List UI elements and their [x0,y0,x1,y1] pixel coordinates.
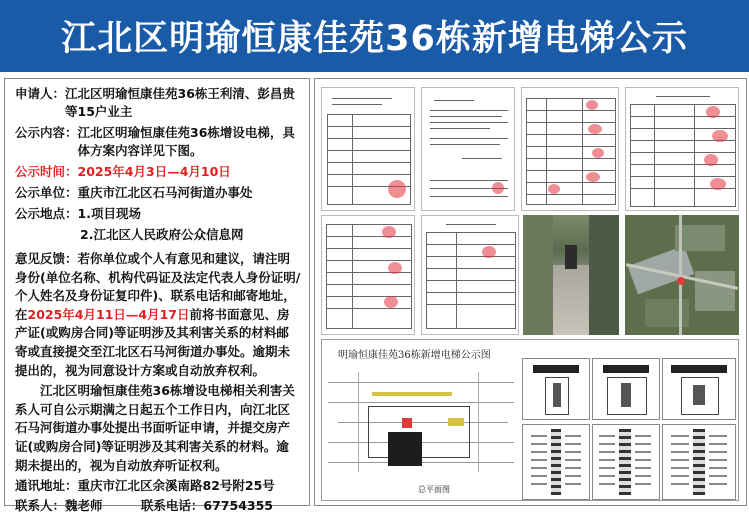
seal-stamp [706,106,720,118]
elevation-drawing-1 [522,424,590,500]
feedback-text-a: 意见反馈：若你单位或个人有意见和建议，请注明身份(单位名称、机构代码证及法定代表人身份证明/个人姓名及身份证复印件)、联系电话和邮寄地址，在 [15,251,301,322]
location-1: 1.项目现场 [77,206,141,221]
applicant-line1: 江北区明瑜恒康佳苑36栋王利清、彭昌贵 [65,86,295,101]
content-line2: 体方案内容详见下图。 [77,143,203,158]
section-drawing-2 [592,358,660,420]
location-row-2 [15,226,301,244]
seal-stamp [592,148,604,158]
document-thumbnail-6 [421,215,519,335]
contact-label: 联系人： [15,498,66,514]
address-label: 通讯地址： [15,478,78,494]
corridor-photo [523,215,619,335]
section-drawing-3 [662,358,736,420]
content-label: 公示内容： [15,125,78,140]
unit-value: 重庆市江北区石马河街道办事处 [77,185,253,200]
document-thumbnail-3 [521,87,619,211]
contact-row [15,497,301,515]
site-plan-caption: 总平面图 [418,485,450,494]
phone-value: 67754355 [203,498,273,514]
feedback-date: 2025年4月11日—4月17日 [27,306,190,322]
unit-row [15,184,301,202]
seal-stamp [704,154,718,166]
time-label: 公示时间： [15,164,78,179]
unit-label: 公示单位： [15,185,78,200]
applicant-value [65,85,301,121]
seal-stamp [712,130,728,142]
elevation-drawing-3 [662,424,736,500]
seal-stamp [482,246,496,258]
document-thumbnail-2 [421,87,515,211]
location-2: 2.江北区人民政府公众信息网 [80,227,244,242]
seal-stamp [710,178,726,190]
feedback-text-b: 前将书面意见、房产证(或购房合同)等证明涉及其利害关系的材料邮寄或直接提交至江北区石马河街道办事处。逾期未提出的，视为同意设计方案或自动放弃权利。 [15,306,291,378]
title-banner [0,0,749,72]
address-value: 重庆市江北区余溪南路82号附25号 [77,478,275,494]
location-row [15,205,301,223]
document-thumbnail-1 [321,87,415,211]
elevator-drawing [321,339,739,501]
page-title: 江北区明瑜恒康佳苑36栋新增电梯公示 [61,19,688,59]
applicant-line2: 等15户业主 [65,104,133,119]
seal-stamp [388,262,402,274]
document-thumbnail-4 [625,87,739,211]
content-line1: 江北区明瑜恒康佳苑36栋增设电梯，具 [77,125,295,140]
feedback-paragraph [15,250,301,380]
document-thumbnail-5 [321,215,415,335]
applicant-label: 申请人： [15,86,66,101]
time-value: 2025年4月3日—4月10日 [77,164,231,179]
section-drawing-1 [522,358,590,420]
seal-stamp [586,172,600,182]
seal-stamp [382,226,396,238]
contact-phone [141,497,273,515]
elevation-drawing-2 [592,424,660,500]
seal-stamp [388,180,406,198]
location-label: 公示地点： [15,206,78,221]
seal-stamp [492,182,504,194]
time-row [15,163,301,181]
contact-person [15,497,103,515]
drawing-title: 明瑜恒康佳苑36栋新增电梯公示图 [338,350,491,361]
attachments-panel [314,78,747,506]
aerial-map-image [625,215,739,335]
content-row [15,124,301,160]
content-value [78,124,301,160]
seal-stamp [586,100,598,110]
phone-label: 联系电话： [140,498,204,514]
notice-text-panel [4,78,310,514]
seal-stamp [588,124,602,134]
hearing-paragraph: 江北区明瑜恒康佳苑36栋增设电梯相关利害关系人可自公示期满之日起五个工作日内，向江北区石马河街道办事处提出书面听证申请，并提交房产证(或购房合同)等证明涉及其利害关系的材料。逾期未提出的，视为自动放弃听证权利。 [15,383,295,473]
address-row [15,477,301,495]
applicant-row [15,85,301,121]
site-plan [328,362,514,478]
seal-stamp [548,184,560,194]
seal-stamp [384,296,398,308]
contact-value: 魏老师 [65,498,103,514]
